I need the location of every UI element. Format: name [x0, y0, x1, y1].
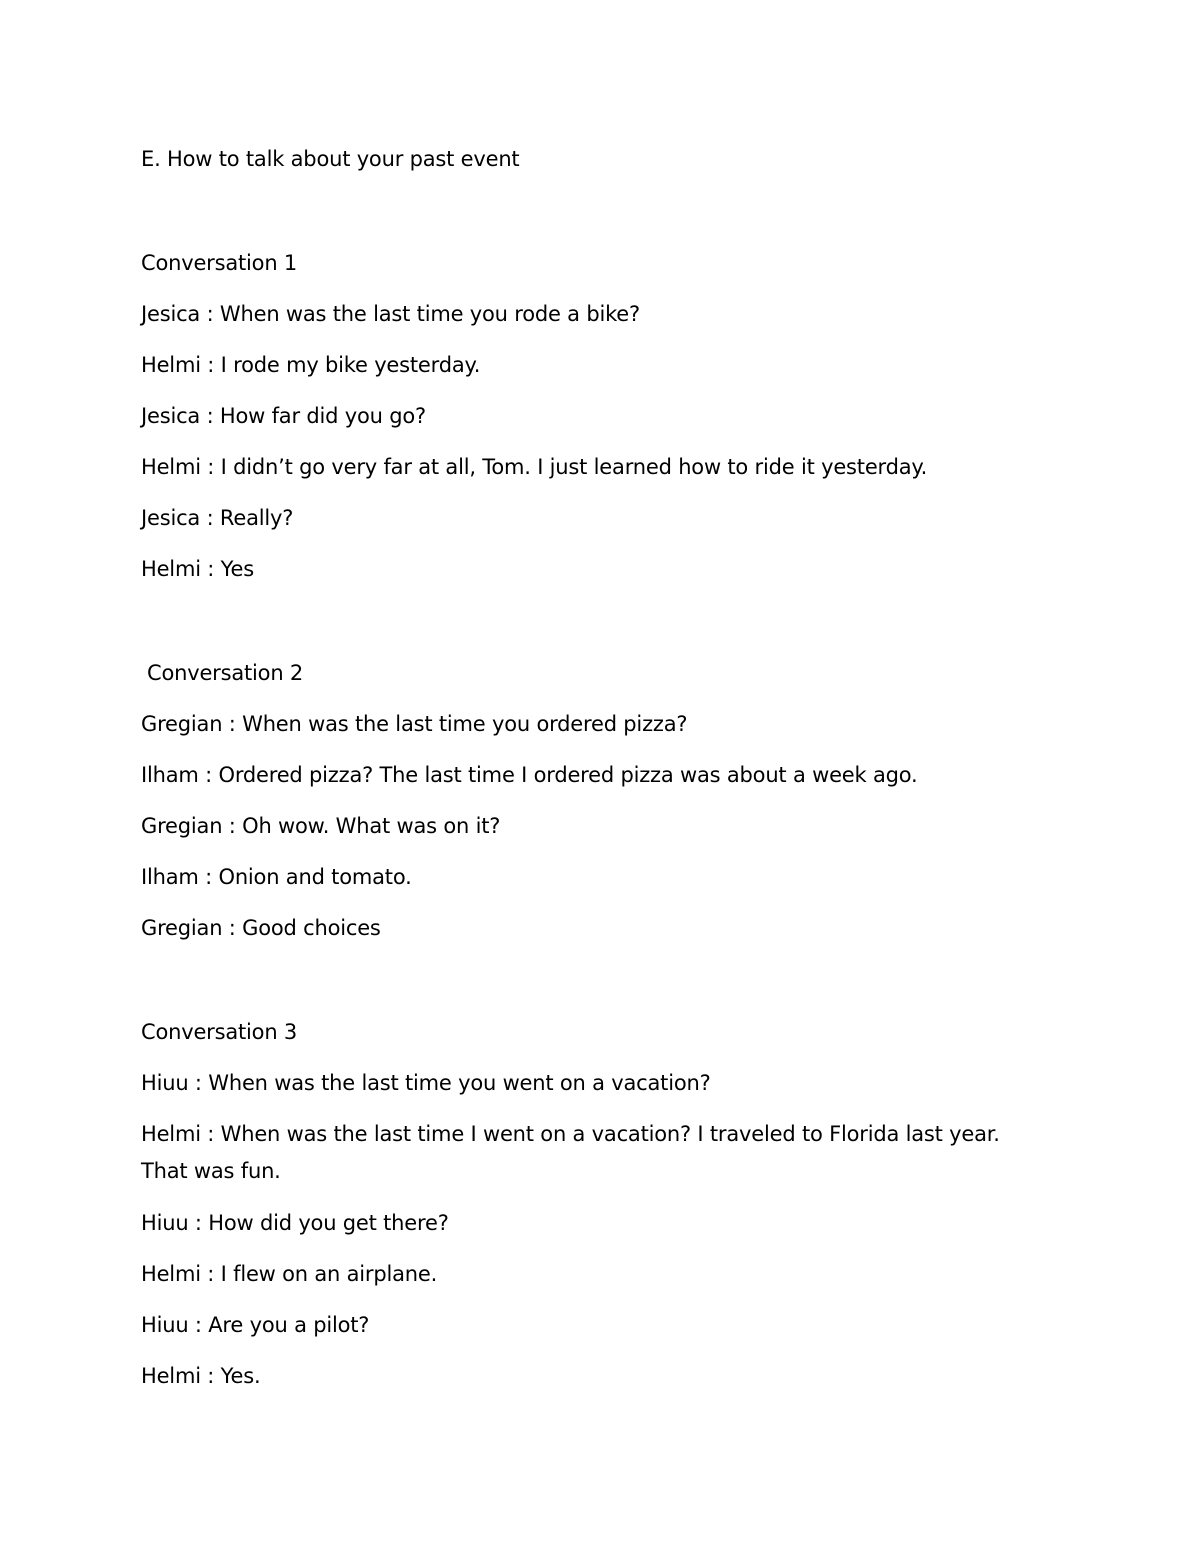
conversation-heading: Conversation 3	[141, 1020, 298, 1044]
conversation-2	[141, 655, 1021, 946]
document-content	[141, 141, 1021, 1409]
dialogue-line: Helmi : Yes.	[141, 1364, 261, 1388]
conversation-1	[141, 245, 1021, 587]
dialogue-line: Helmi : I rode my bike yesterday.	[141, 353, 481, 377]
dialogue-line: Hiuu : Are you a pilot?	[141, 1313, 370, 1337]
dialogue-line: Hiuu : When was the last time you went on a vacation?	[141, 1071, 711, 1095]
dialogue-line: Ilham : Ordered pizza? The last time I ordered pizza was about a week ago.	[141, 763, 918, 787]
dialogue-line: Jesica : Really?	[141, 506, 294, 530]
dialogue-line: Helmi : Yes	[141, 557, 254, 581]
dialogue-line: Gregian : When was the last time you ordered pizza?	[141, 712, 688, 736]
dialogue-line: Jesica : When was the last time you rode a bike?	[141, 302, 640, 326]
dialogue-line: Gregian : Oh wow. What was on it?	[141, 814, 501, 838]
dialogue-line: Helmi : I flew on an airplane.	[141, 1262, 438, 1286]
dialogue-line: Gregian : Good choices	[141, 916, 381, 940]
dialogue-line: Helmi : I didn’t go very far at all, Tom. I just learned how to ride it yesterday.	[141, 455, 928, 479]
dialogue-line: Hiuu : How did you get there?	[141, 1211, 449, 1235]
conversation-3	[141, 1014, 1021, 1394]
spacer	[141, 177, 1021, 245]
spacer	[141, 602, 1021, 655]
conversation-heading: Conversation 1	[141, 251, 298, 275]
dialogue-line: Jesica : How far did you go?	[141, 404, 426, 428]
page-title: E. How to talk about your past event	[141, 147, 520, 171]
conversation-heading: Conversation 2	[147, 661, 304, 685]
spacer	[141, 961, 1021, 1014]
dialogue-line: Helmi : When was the last time I went on a vacation? I traveled to Florida last year. That was fun.	[141, 1122, 1000, 1183]
dialogue-line: Ilham : Onion and tomato.	[141, 865, 412, 889]
